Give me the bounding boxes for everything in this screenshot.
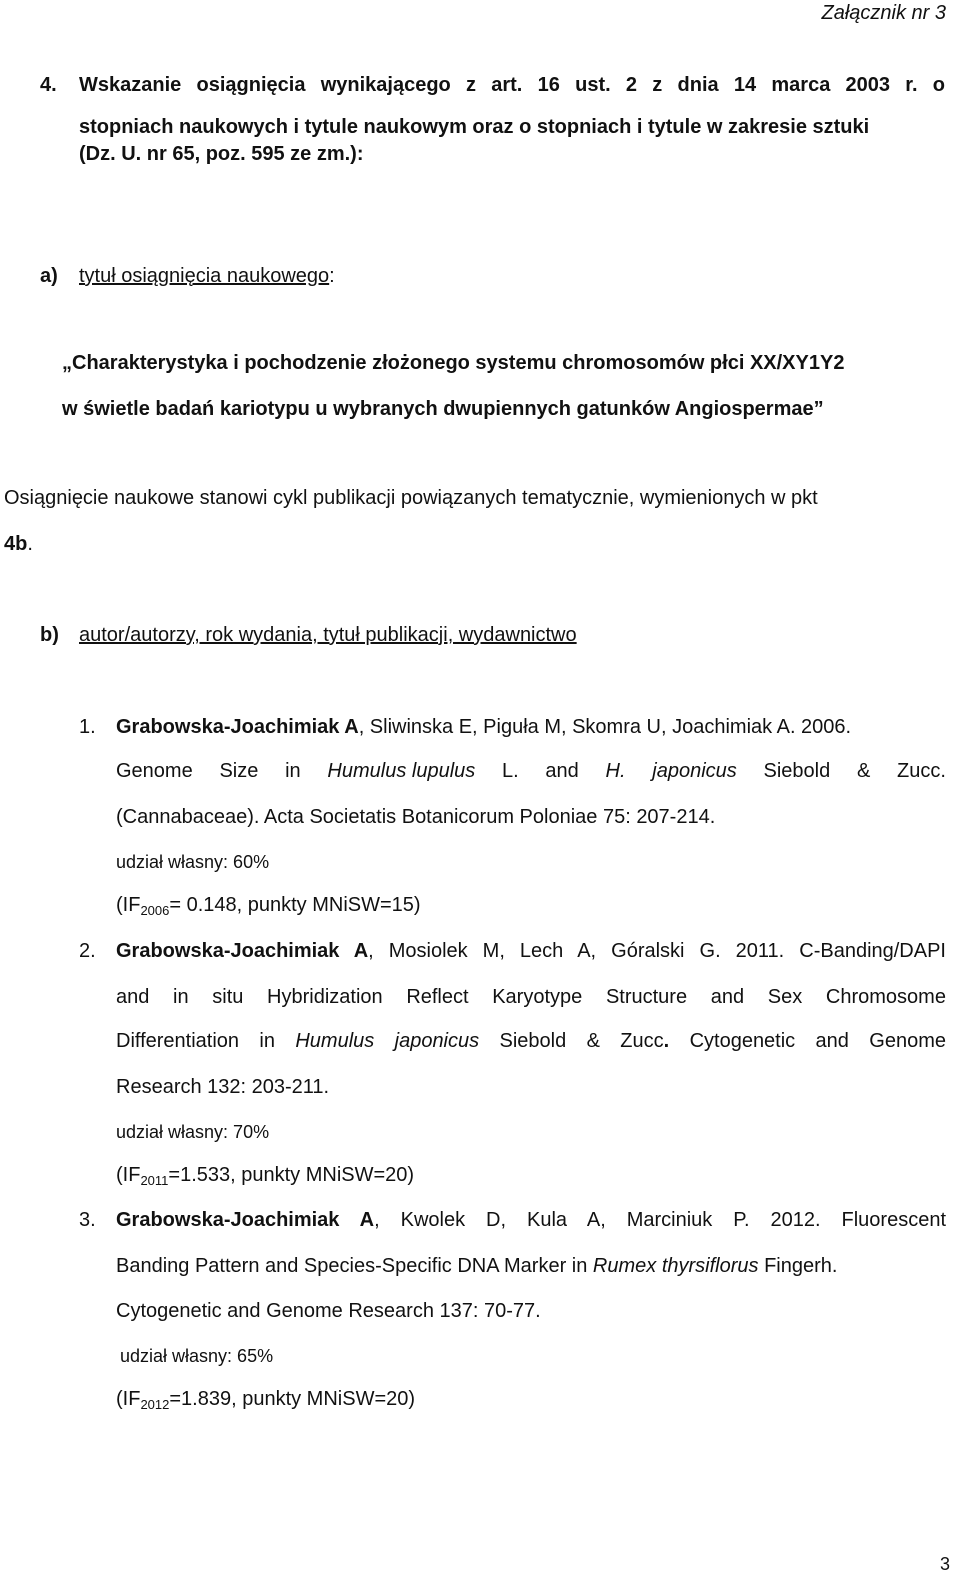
pub-3-if-rest: =1.839, punkty MNiSW=20) xyxy=(169,1388,416,1410)
attachment-label: Załącznik nr 3 xyxy=(821,2,946,24)
page-number: 3 xyxy=(939,1554,950,1574)
pub-3-line-3: Cytogenetic and Genome Research 137: 70-77. xyxy=(116,1300,541,1322)
pub-1-w9: & xyxy=(856,760,871,782)
pub-2-w7: and xyxy=(710,986,745,1008)
achievement-note-ref: 4b xyxy=(4,533,28,555)
pub-3-author: Grabowska-Joachimiak A xyxy=(116,1209,375,1231)
pub-2-w2: situ xyxy=(212,986,244,1008)
pub-2-line-3-b: Siebold & Zucc xyxy=(479,1030,664,1052)
section-heading-line-1: Wskazanie osiągnięcia wynikającego z art. 16 ust. 2 z dnia 14 marca 2003 r. o xyxy=(79,74,945,96)
pub-1-w7: japonicus xyxy=(652,760,737,782)
pub-1-w0: Genome xyxy=(116,760,193,782)
pub-3-number: 3. xyxy=(79,1209,96,1231)
pub-3-line-2-a: Banding Pattern and Species-Specific DNA Marker in xyxy=(116,1255,593,1277)
pub-1-line-1-rest: , Sliwinska E, Piguła M, Skomra U, Joachimiak A. 2006. xyxy=(358,716,852,738)
pub-1-w5: and xyxy=(545,760,579,782)
pub-2-line-1-rest: , Mosiolek M, Lech A, Góralski G. 2011. C-Banding/DAPI xyxy=(368,940,946,962)
pub-1-w4: L. xyxy=(502,760,519,782)
pub-2-line-2 xyxy=(116,986,946,1009)
pub-2-w9: Chromosome xyxy=(825,986,946,1008)
pub-1-number: 1. xyxy=(79,716,96,738)
pub-2-line-3-c: Cytogenetic and Genome xyxy=(669,1030,946,1052)
pub-2-if-prefix: (IF xyxy=(116,1164,141,1186)
pub-2-line-4: Research 132: 203-211. xyxy=(116,1076,330,1098)
item-a-label-text: tytuł osiągnięcia naukowego xyxy=(79,265,330,287)
pub-3-line-2-b: Fingerh. xyxy=(758,1255,838,1277)
pub-1-w6: H. xyxy=(605,760,626,782)
pub-3-if xyxy=(116,1388,415,1412)
pub-2-w4: Reflect xyxy=(406,986,469,1008)
pub-3-line-2 xyxy=(116,1255,837,1278)
achievement-note-line-1: Osiągnięcie naukowe stanowi cykl publikacji powiązanych tematycznie, wymienionych w pkt xyxy=(4,487,818,509)
item-a-colon: : xyxy=(329,265,335,287)
pub-3-if-year: 2012 xyxy=(140,1397,170,1412)
pub-3-share: udział własny: 65% xyxy=(120,1346,274,1366)
item-b-label: autor/autorzy, rok wydania, tytuł publikacji, wydawnictwo xyxy=(79,624,577,646)
pub-1-share: udział własny: 60% xyxy=(116,852,270,872)
pub-2-w3: Hybridization xyxy=(267,986,383,1008)
section-number: 4. xyxy=(40,74,57,96)
pub-2-w1: in xyxy=(173,986,189,1008)
pub-1-w10: Zucc. xyxy=(897,760,946,782)
pub-1-w3: Humulus lupulus xyxy=(327,760,476,782)
pub-2-if-year: 2011 xyxy=(140,1173,169,1188)
achievement-note-dot: . xyxy=(27,533,33,555)
pub-1-if xyxy=(116,894,421,918)
pub-1-if-year: 2006 xyxy=(140,903,170,918)
pub-2-w8: Sex xyxy=(767,986,803,1008)
item-b-marker: b) xyxy=(40,624,59,646)
pub-1-author: Grabowska-Joachimiak A xyxy=(116,716,359,738)
pub-2-if xyxy=(116,1164,414,1188)
pub-2-line-3-bold: . xyxy=(663,1030,670,1052)
pub-2-line-3 xyxy=(116,1030,946,1053)
pub-3-line-1 xyxy=(116,1209,946,1232)
pub-3-line-1-rest: , Kwolek D, Kula A, Marciniuk P. 2012. Fluorescent xyxy=(374,1209,947,1231)
pub-3-line-2-italic: Rumex thyrsiflorus xyxy=(592,1255,759,1277)
pub-1-w2: in xyxy=(285,760,301,782)
pub-2-number: 2. xyxy=(79,940,96,962)
section-heading-line-2: stopniach naukowych i tytule naukowym oraz o stopniach i tytule w zakresie sztuki xyxy=(79,116,870,138)
pub-1-line-2 xyxy=(116,760,946,783)
item-a-label xyxy=(79,265,335,288)
achievement-title-line-1: „Charakterystyka i pochodzenie złożonego systemu chromosomów płci XX/XY1Y2 xyxy=(62,352,845,374)
pub-1-if-prefix: (IF xyxy=(116,894,141,916)
pub-1-if-rest: = 0.148, punkty MNiSW=15) xyxy=(169,894,421,916)
pub-1-line-3: (Cannabaceae). Acta Societatis Botanicorum Poloniae 75: 207-214. xyxy=(116,806,716,828)
pub-2-w5: Karyotype xyxy=(492,986,583,1008)
pub-1-line-1 xyxy=(116,716,851,739)
pub-2-w0: and xyxy=(116,986,150,1008)
achievement-note-line-2 xyxy=(4,533,33,556)
pub-2-line-3-a: Differentiation in xyxy=(116,1030,296,1052)
pub-2-w6: Structure xyxy=(605,986,688,1008)
pub-3-if-prefix: (IF xyxy=(116,1388,141,1410)
pub-1-w8: Siebold xyxy=(763,760,831,782)
pub-2-if-rest: =1.533, punkty MNiSW=20) xyxy=(168,1164,415,1186)
pub-2-author: Grabowska-Joachimiak A xyxy=(116,940,369,962)
item-a-marker: a) xyxy=(40,265,58,287)
pub-2-line-1 xyxy=(116,940,946,963)
pub-1-w1: Size xyxy=(219,760,259,782)
achievement-title-line-2: w świetle badań kariotypu u wybranych dwupiennych gatunków Angiospermae” xyxy=(62,398,824,420)
pub-2-share: udział własny: 70% xyxy=(116,1122,270,1142)
section-heading-line-3: (Dz. U. nr 65, poz. 595 ze zm.): xyxy=(79,143,364,165)
pub-2-line-3-italic: Humulus japonicus xyxy=(295,1030,480,1052)
